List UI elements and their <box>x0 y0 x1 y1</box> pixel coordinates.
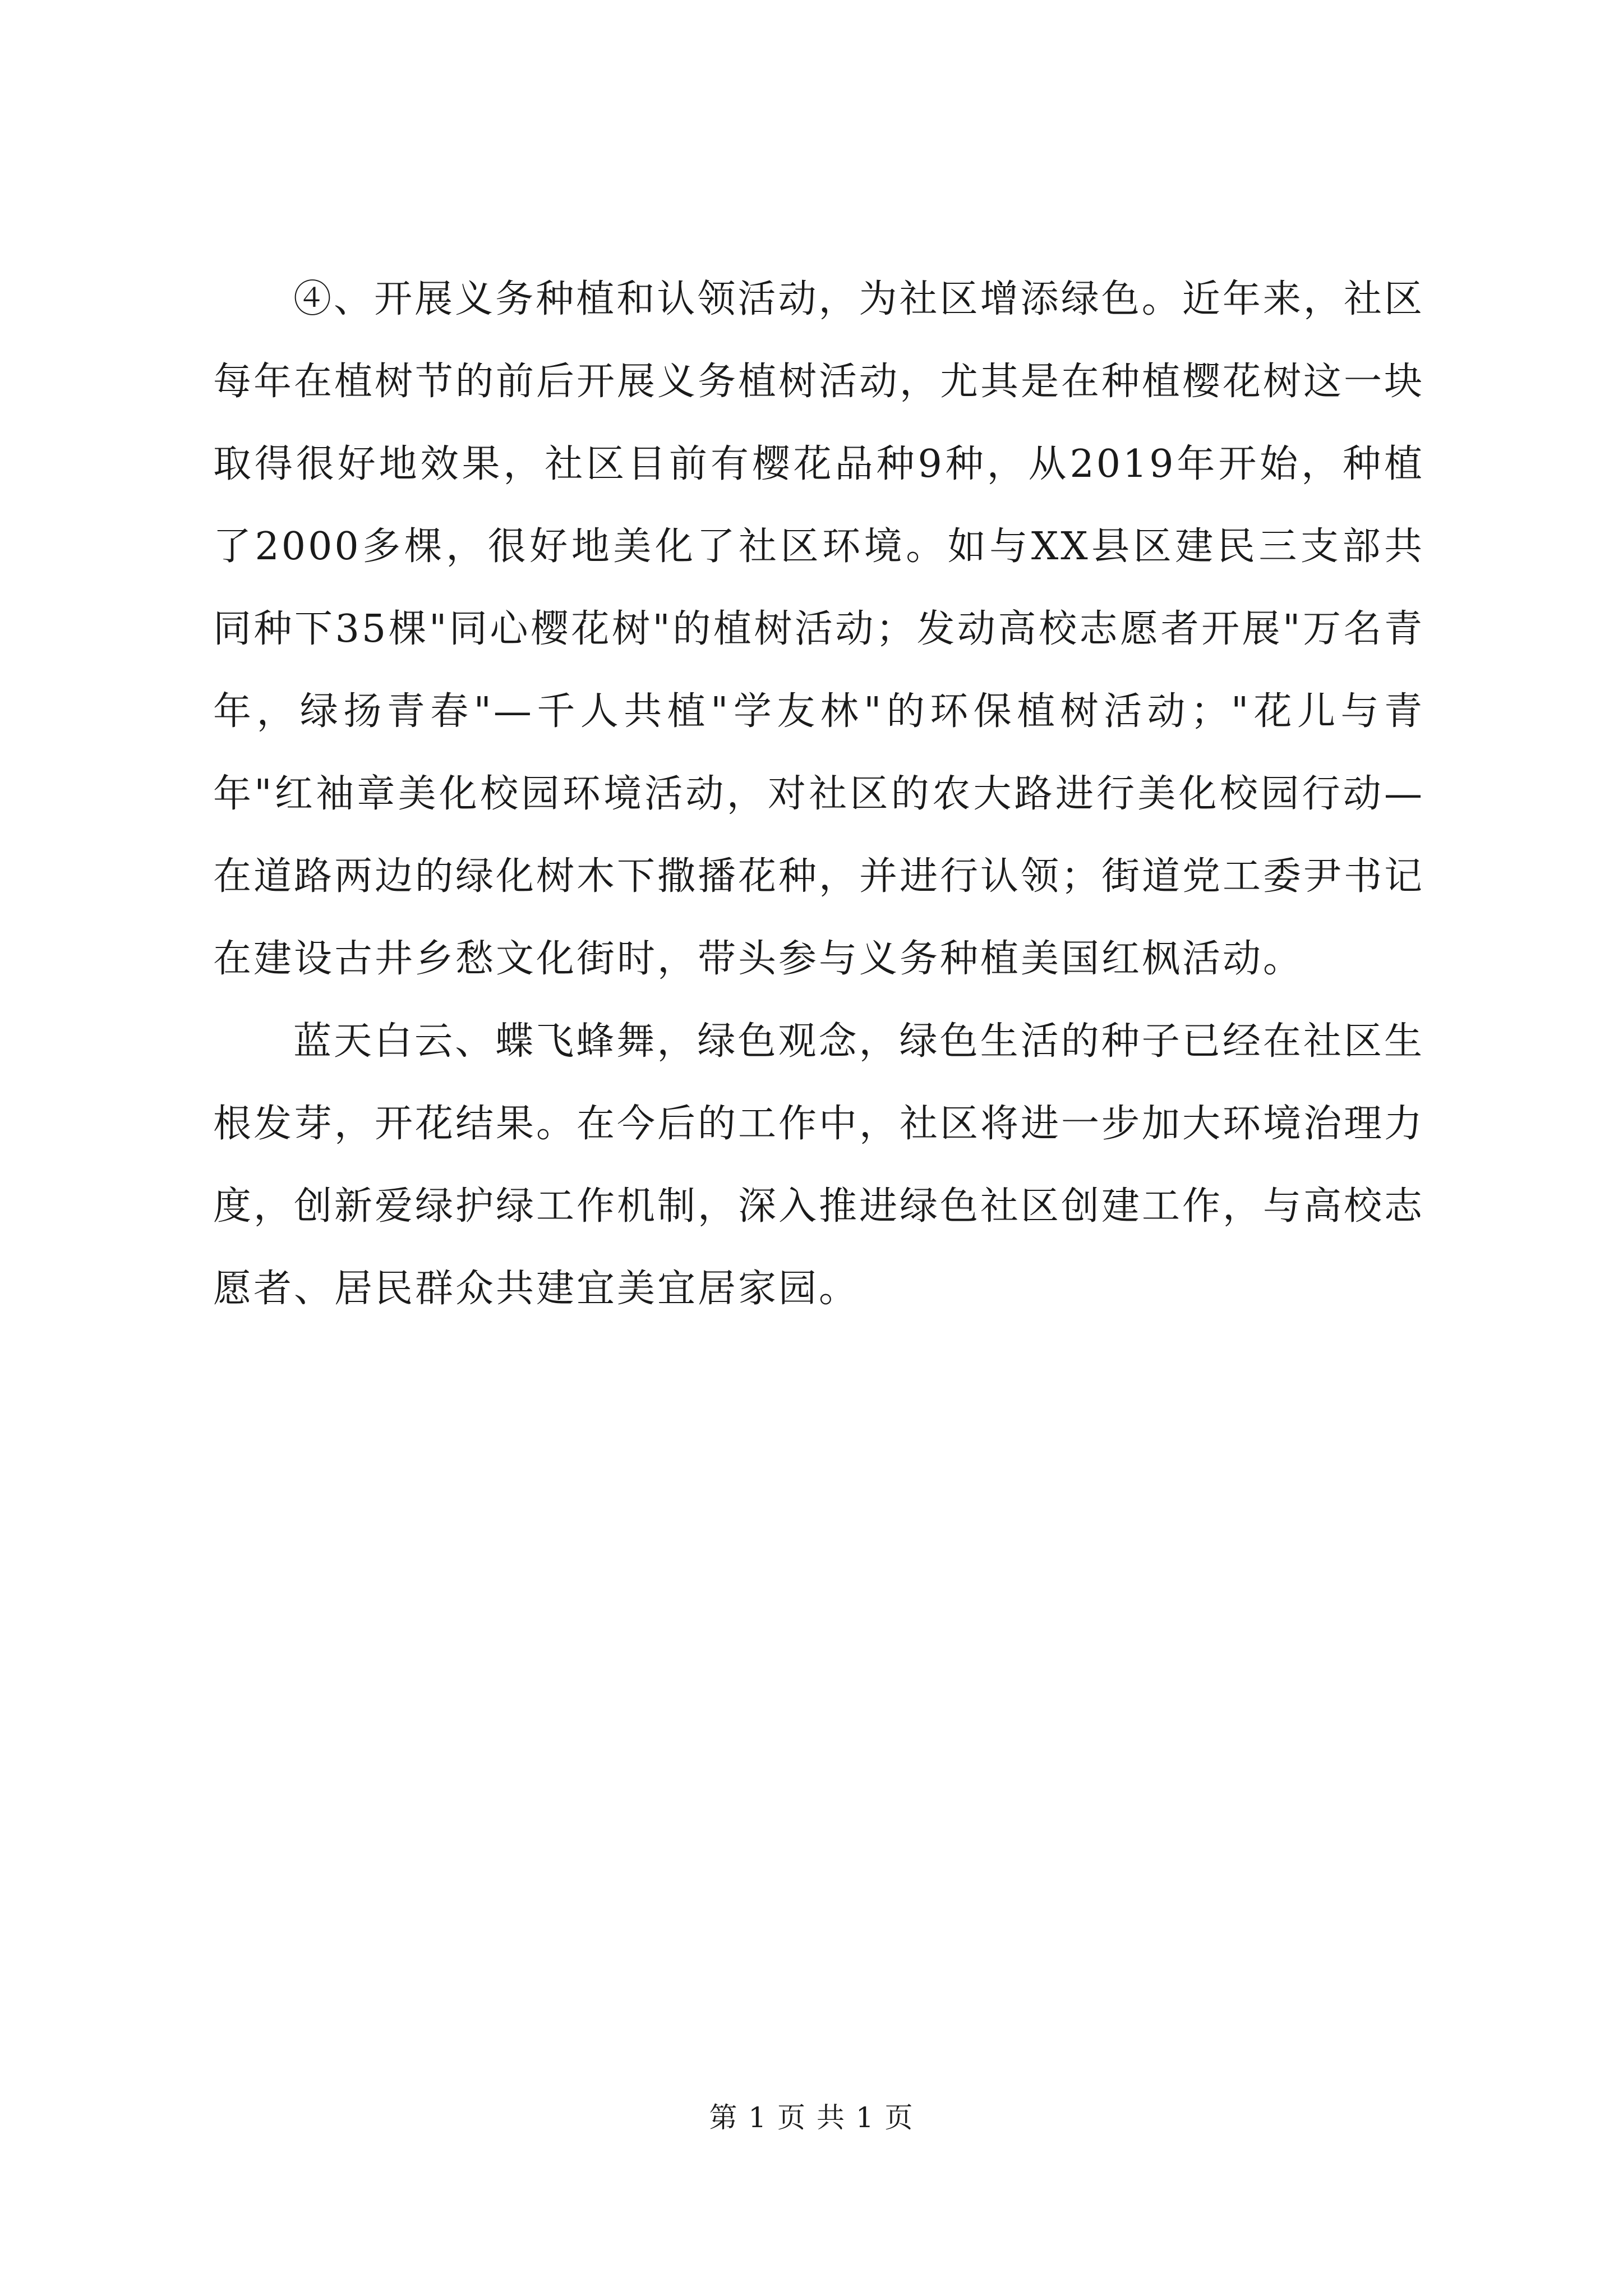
document-body <box>213 258 1424 1330</box>
paragraph-conclusion: 蓝天白云、蝶飞蜂舞，绿色观念，绿色生活的种子已经在社区生根发芽，开花结果。在今后的工作中，社区将进一步加大环境治理力度，创新爱绿护绿工作机制，深入推进绿色社区创建工作，与高校志愿者、居民群众共建宜美宜居家园。 <box>213 1019 1425 1311</box>
paragraph-planting-activities: ④、开展义务种植和认领活动，为社区增添绿色。近年来，社区每年在植树节的前后开展义务植树活动，尤其是在种植樱花树这一块取得很好地效果，社区目前有樱花品种9种，从2019年开始，种植了2000多棵，很好地美化了社区环境。如与XX县区建民三支部共同种下35棵"同心樱花树"的植树活动；发动高校志愿者开展"万名青年，绿扬青春"—千人共植"学友林"的环保植树活动；"花儿与青年"红袖章美化校园环境活动，对社区的农大路进行美化校园行动—在道路两边的绿化树木下撒播花种，并进行认领；街道党工委尹书记在建设古井乡愁文化街时，带头参与义务种植美国红枫活动。 <box>213 277 1425 981</box>
page-number-footer: 第 1 页 共 1 页 <box>709 2101 914 2134</box>
